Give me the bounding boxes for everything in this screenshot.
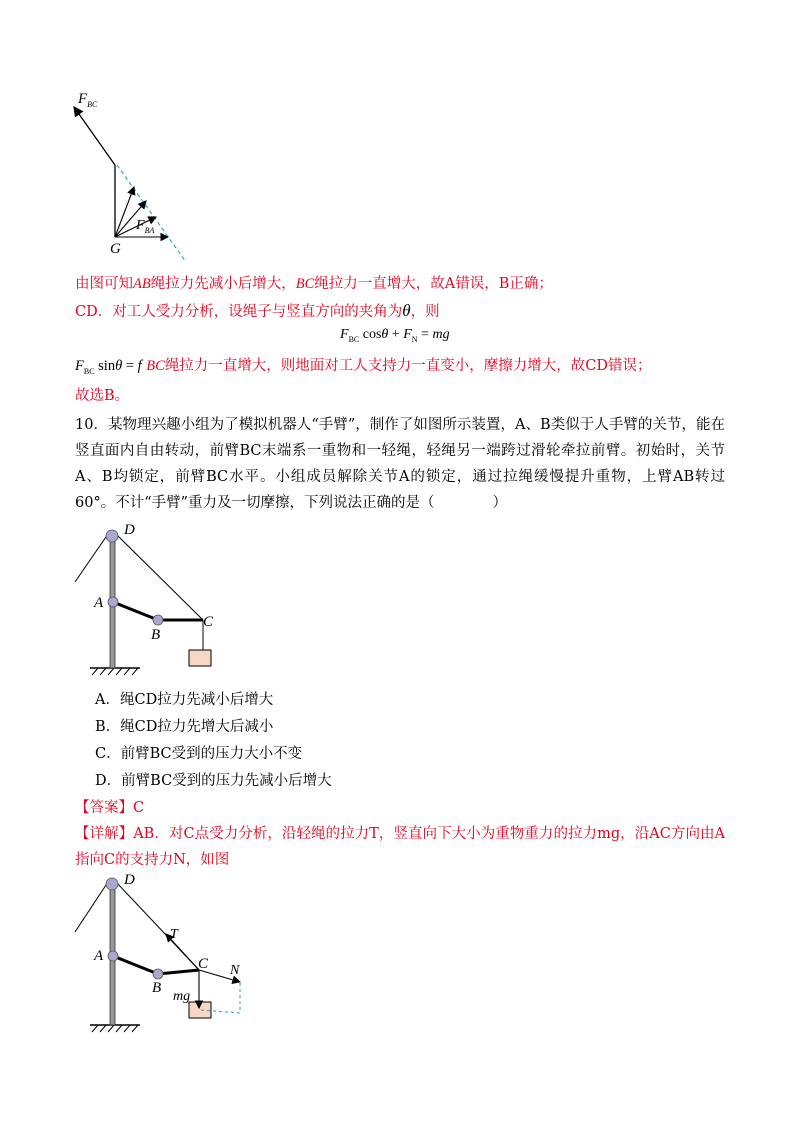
svg-text:A: A [94, 595, 104, 611]
label-f-ba: $F_{BA}$ [136, 218, 155, 235]
label-f-bc: $F_{BC}$ [78, 91, 98, 109]
solution-line-2: CD．对工人受力分析，设绳子与竖直方向的夹角为θ，则 [75, 301, 440, 320]
question-10-text: 10．某物理兴趣小组为了模拟机器人“手臂”，制作了如图所示装置，A、B类似于人手臂的关节，能在竖直面内自由转动，前臂BC末端系一重物和一轻绳，轻绳另一端跨过滑轮牵拉前臂。初始时，关节A、B均锁定，前臂BC水平。小组成员解除关节A的锁定，通过拉绳缓慢提升重物，上臂AB转过60°。不计“手臂”重力及一切摩擦，下列说法正确的是（ ） [75, 417, 725, 511]
joint-b [153, 969, 163, 979]
svg-text:B: B [151, 627, 161, 643]
solution-line-3: $F_{BC}$ sinθ = f BC绳拉力一直增大，则地面对工人支持力一直变小，摩擦力增大，故CD错误； [75, 358, 652, 376]
weight-block [189, 650, 211, 666]
force-triangle-diagram [60, 85, 200, 265]
dashed-guide [117, 165, 186, 262]
force-analysis-diagram [70, 870, 260, 1035]
robot-arm-diagram [70, 520, 230, 680]
solution-line-4: 故选B。 [75, 388, 130, 404]
upper-arm-ab [113, 602, 158, 620]
f-bc-vector [74, 107, 115, 165]
svg-text:A: A [94, 948, 104, 964]
joint-a [108, 597, 118, 607]
rope-left [75, 534, 108, 582]
weight-block [189, 1002, 211, 1018]
solution-line-1: 由图可知AB绳拉力先减小后增大，BC绳拉力一直增大，故A错误，B正确； [75, 276, 553, 292]
svg-text:T: T [170, 927, 178, 942]
option-b[interactable]: B．绳CD拉力先增大后减小 [95, 719, 274, 735]
svg-text:N: N [230, 963, 240, 978]
joint-a [108, 951, 118, 961]
detail-text: 【详解】AB．对C点受力分析，沿轻绳的拉力T，竖直向下大小为重物重力的拉力mg，沿AC方向由A指向C的支持力N，如图 [75, 826, 726, 868]
svg-text:B: B [152, 980, 162, 996]
joint-b [153, 615, 163, 625]
svg-text:mg: mg [173, 989, 191, 1004]
option-a[interactable]: A．绳CD拉力先减小后增大 [95, 692, 274, 708]
svg-text:D: D [124, 522, 135, 538]
svg-text:C: C [203, 614, 214, 630]
option-d[interactable]: D．前臂BC受到的压力先减小后增大 [95, 773, 332, 789]
answer-line: 【答案】C [75, 800, 145, 816]
option-c[interactable]: C．前臂BC受到的压力大小不变 [95, 746, 303, 762]
pulley-d [106, 530, 118, 542]
pulley-d [106, 878, 118, 890]
svg-text:C: C [198, 956, 209, 972]
label-g: G [110, 241, 121, 257]
equation-1: $F_{BC}$ $\cos\theta + F_N$ = mg [340, 327, 450, 344]
svg-text:D: D [124, 872, 135, 888]
